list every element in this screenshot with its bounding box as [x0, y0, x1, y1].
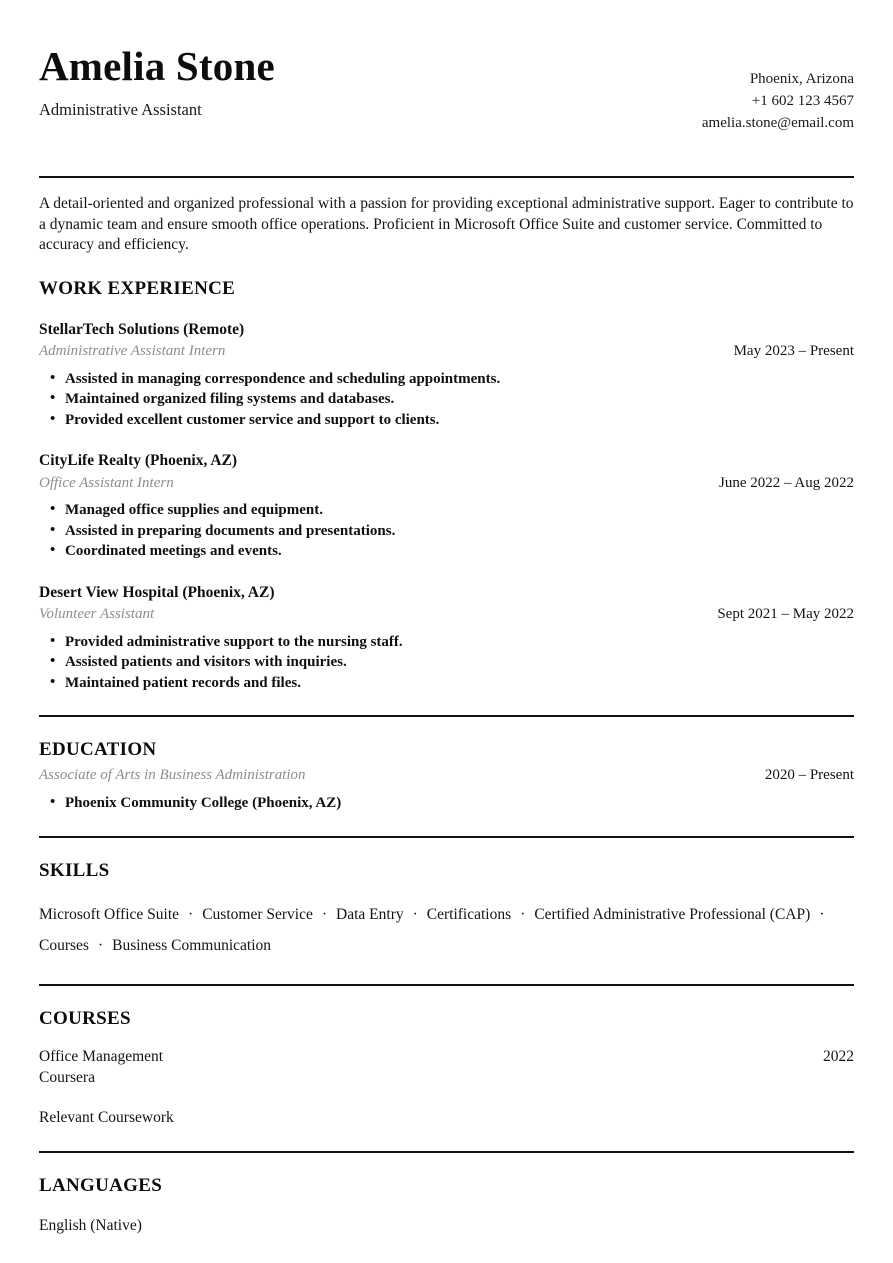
work-entry-bullets [39, 633, 854, 694]
list-item: • Coordinated meetings and events. [39, 542, 854, 562]
work-entry-bullets [39, 501, 854, 562]
list-item: • Managed office supplies and equipment. [39, 501, 854, 521]
contact-location: Phoenix, Arizona [749, 71, 854, 87]
work-entry-bullets [39, 370, 854, 431]
divider-work [39, 715, 854, 717]
work-entry [39, 320, 854, 431]
section-title-skills: SKILLS [39, 859, 110, 881]
work-entry-org: Desert View Hospital (Phoenix, AZ) [39, 583, 275, 601]
list-item: • Provided administrative support to the nursing staff. [39, 633, 854, 653]
list-item: • Assisted patients and visitors with inquiries. [39, 653, 854, 673]
work-entry-meta [39, 342, 854, 361]
summary-text: A detail-oriented and organized professional with a passion for providing exceptional administrative support. Eager to contribute to a dynamic team and ensure smooth office operations. Proficient in Microsoft Office Suite and customer service. Committed to accuracy and efficiency. [39, 195, 854, 254]
skills-list [39, 899, 854, 963]
contact-phone: +1 602 123 4567 [751, 93, 854, 110]
divider-education [39, 836, 854, 838]
work-entry-meta [39, 474, 854, 493]
skill-separator-dot: · [97, 937, 104, 955]
skill-item: Courses [39, 937, 89, 955]
work-entry-role: Administrative Assistant Intern [39, 342, 226, 359]
section-work-experience [39, 278, 854, 694]
skill-separator-dot: · [412, 905, 418, 923]
section-education [39, 739, 854, 813]
course-year: 2022 [823, 1048, 854, 1066]
work-entry-meta [39, 605, 854, 624]
section-languages [39, 1175, 854, 1236]
skill-item: Certifications [426, 905, 512, 923]
section-title-education: EDUCATION [39, 739, 157, 761]
work-entry-role: Volunteer Assistant [39, 606, 155, 623]
section-title-languages: LANGUAGES [39, 1174, 163, 1196]
work-entry [39, 583, 854, 694]
list-item: • Provided excellent customer service and support to clients. [39, 411, 854, 431]
contact-email[interactable]: amelia.stone@email.com [701, 115, 854, 132]
work-entry-role: Office Assistant Intern [39, 474, 174, 491]
skill-item: Data Entry [336, 905, 404, 923]
divider-skills [39, 984, 854, 986]
header-identity [39, 44, 702, 121]
education-entry-meta [39, 766, 854, 785]
work-entry [39, 451, 854, 562]
list-item: • Maintained patient records and files. [39, 674, 854, 694]
section-skills [39, 860, 854, 963]
resume-header [39, 0, 854, 134]
header-role: Administrative Assistant [39, 100, 202, 120]
skill-item: Microsoft Office Suite [39, 905, 180, 923]
list-item: • Maintained organized filing systems and databases. [39, 390, 854, 410]
skill-item: Business Communication [112, 937, 271, 955]
page-title: Amelia Stone [39, 43, 275, 89]
course-provider: Coursera [39, 1069, 95, 1087]
work-entry-date: June 2022 – Aug 2022 [719, 474, 854, 491]
section-title-work: WORK EXPERIENCE [39, 277, 236, 299]
education-degree: Associate of Arts in Business Administration [39, 767, 306, 784]
list-item: • Phoenix Community College (Phoenix, AZ) [39, 794, 854, 814]
list-item: • Assisted in preparing documents and presentations. [39, 522, 854, 542]
skill-separator-dot: · [520, 905, 526, 923]
language-item: English (Native) [39, 1216, 142, 1234]
divider-courses [39, 1151, 854, 1153]
course-entry [39, 1047, 854, 1088]
education-date: 2020 – Present [764, 767, 854, 784]
work-entry-list [39, 320, 854, 694]
list-item: • Assisted in managing correspondence and scheduling appointments. [39, 370, 854, 390]
section-courses [39, 1008, 854, 1128]
skill-item: Customer Service [202, 905, 313, 923]
section-title-courses: COURSES [39, 1008, 131, 1030]
course-entry-meta [39, 1047, 854, 1067]
skill-item: Certified Administrative Professional (CAP) [534, 905, 811, 923]
course-extra-note: Relevant Coursework [39, 1109, 174, 1127]
course-name: Office Management [39, 1048, 164, 1066]
contact-block [702, 44, 854, 134]
work-entry-date: May 2023 – Present [733, 342, 854, 359]
work-entry-date: Sept 2021 – May 2022 [717, 606, 854, 623]
work-entry-org: CityLife Realty (Phoenix, AZ) [39, 452, 238, 470]
work-entry-org: StellarTech Solutions (Remote) [39, 320, 245, 338]
skill-separator-dot: · [321, 905, 328, 923]
divider-header [39, 176, 854, 178]
skill-separator-dot: · [188, 905, 194, 923]
education-bullets [39, 794, 854, 814]
skill-separator-dot: · [819, 905, 825, 923]
